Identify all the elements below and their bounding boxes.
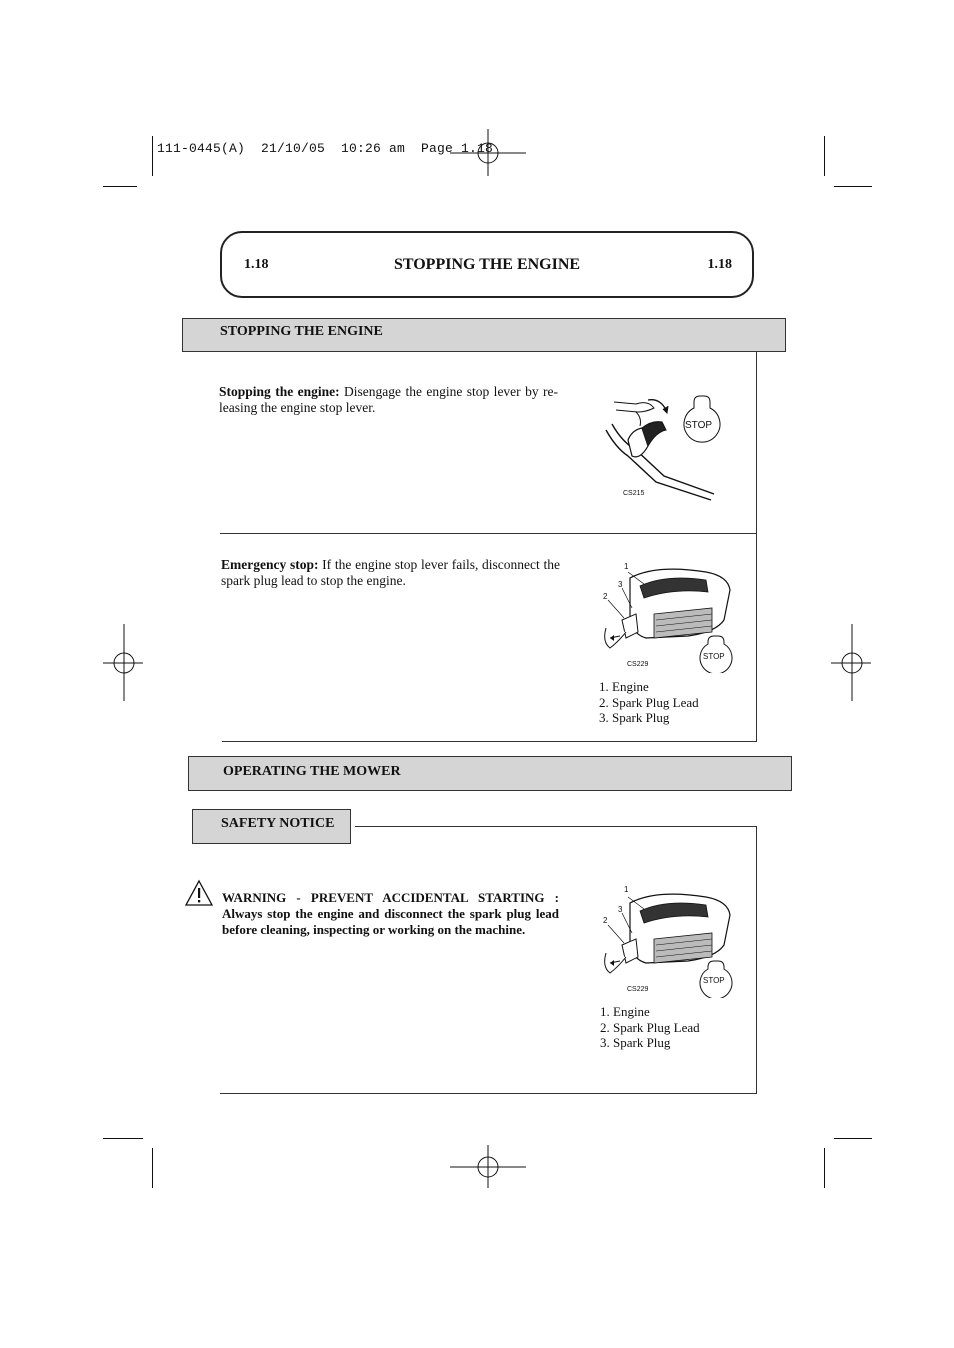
safety-notice-title: SAFETY NOTICE (221, 816, 335, 831)
figure-code: CS229 (627, 986, 649, 993)
callout-2: 2 (603, 916, 608, 925)
legend-item: 3. Spark Plug (600, 1035, 671, 1050)
engine-stop-lever-figure (596, 390, 736, 505)
lever-illustration (596, 390, 736, 505)
engine-spark-plug-figure-2 (596, 883, 736, 998)
page-header (220, 231, 754, 298)
registration-mark-icon (831, 624, 873, 702)
crop-mark (152, 136, 153, 176)
registration-mark-icon (103, 624, 145, 702)
section-bar-title: STOPPING THE ENGINE (220, 324, 383, 339)
section-number-right: 1.18 (707, 257, 732, 272)
legend-item: 2. Spark Plug Lead (599, 694, 699, 710)
stop-label: STOP (703, 976, 725, 985)
crop-mark (824, 1148, 825, 1188)
crop-mark (103, 1138, 143, 1139)
stop-label: STOP (703, 652, 725, 661)
figure-code: CS215 (623, 490, 645, 497)
legend-item: 3. Spark Plug (599, 710, 670, 725)
frame-line (756, 352, 757, 742)
section-bar-operating (188, 756, 792, 791)
print-slug: 111-0445(A) 21/10/05 10:26 am Page 1.18 (157, 141, 494, 156)
callout-1: 1 (624, 885, 629, 894)
warning-triangle-icon (184, 879, 214, 907)
crop-mark (824, 136, 825, 176)
emergency-stop-paragraph (221, 557, 560, 589)
legend-item: 1. Engine (599, 679, 649, 694)
callout-3: 3 (618, 905, 623, 914)
crop-mark (152, 1148, 153, 1188)
stop-engine-label: Stopping the engine: (219, 384, 340, 399)
warning-text: WARNING - PREVENT ACCIDENTAL STARTING : Always stop the engine and disconnect the spark plug lead before cleaning, inspecting or working on the machine. (222, 890, 559, 937)
figure-code: CS229 (627, 661, 649, 668)
section-bar-stopping (182, 318, 786, 352)
callout-1: 1 (624, 562, 629, 571)
emergency-stop-text: If the engine stop lever fails, disconnect the spark plug lead to stop the engine. (221, 557, 560, 588)
section-bar-title: OPERATING THE MOWER (223, 764, 401, 779)
safety-notice-box (192, 809, 351, 844)
figure-legend (599, 679, 699, 726)
stop-engine-text: Disengage the engine stop lever by re-leasing the engine stop lever. (219, 384, 558, 415)
legend-item: 1. Engine (600, 1004, 650, 1019)
section-number-left: 1.18 (244, 257, 269, 272)
legend-item: 2. Spark Plug Lead (600, 1019, 700, 1035)
divider (220, 533, 756, 534)
crop-mark (103, 186, 137, 187)
divider (220, 1093, 757, 1094)
callout-3: 3 (618, 580, 623, 589)
divider (222, 741, 757, 742)
crop-mark (834, 1138, 872, 1139)
frame-line (756, 826, 757, 1094)
emergency-stop-label: Emergency stop: (221, 557, 319, 572)
page-title: STOPPING THE ENGINE (393, 256, 581, 273)
stop-label: STOP (685, 420, 713, 431)
stop-engine-paragraph (219, 384, 558, 416)
frame-line (355, 826, 757, 827)
engine-spark-plug-figure (596, 558, 736, 673)
figure-legend (600, 1004, 700, 1051)
registration-mark-icon (450, 1145, 528, 1189)
callout-2: 2 (603, 592, 608, 601)
crop-mark (834, 186, 872, 187)
